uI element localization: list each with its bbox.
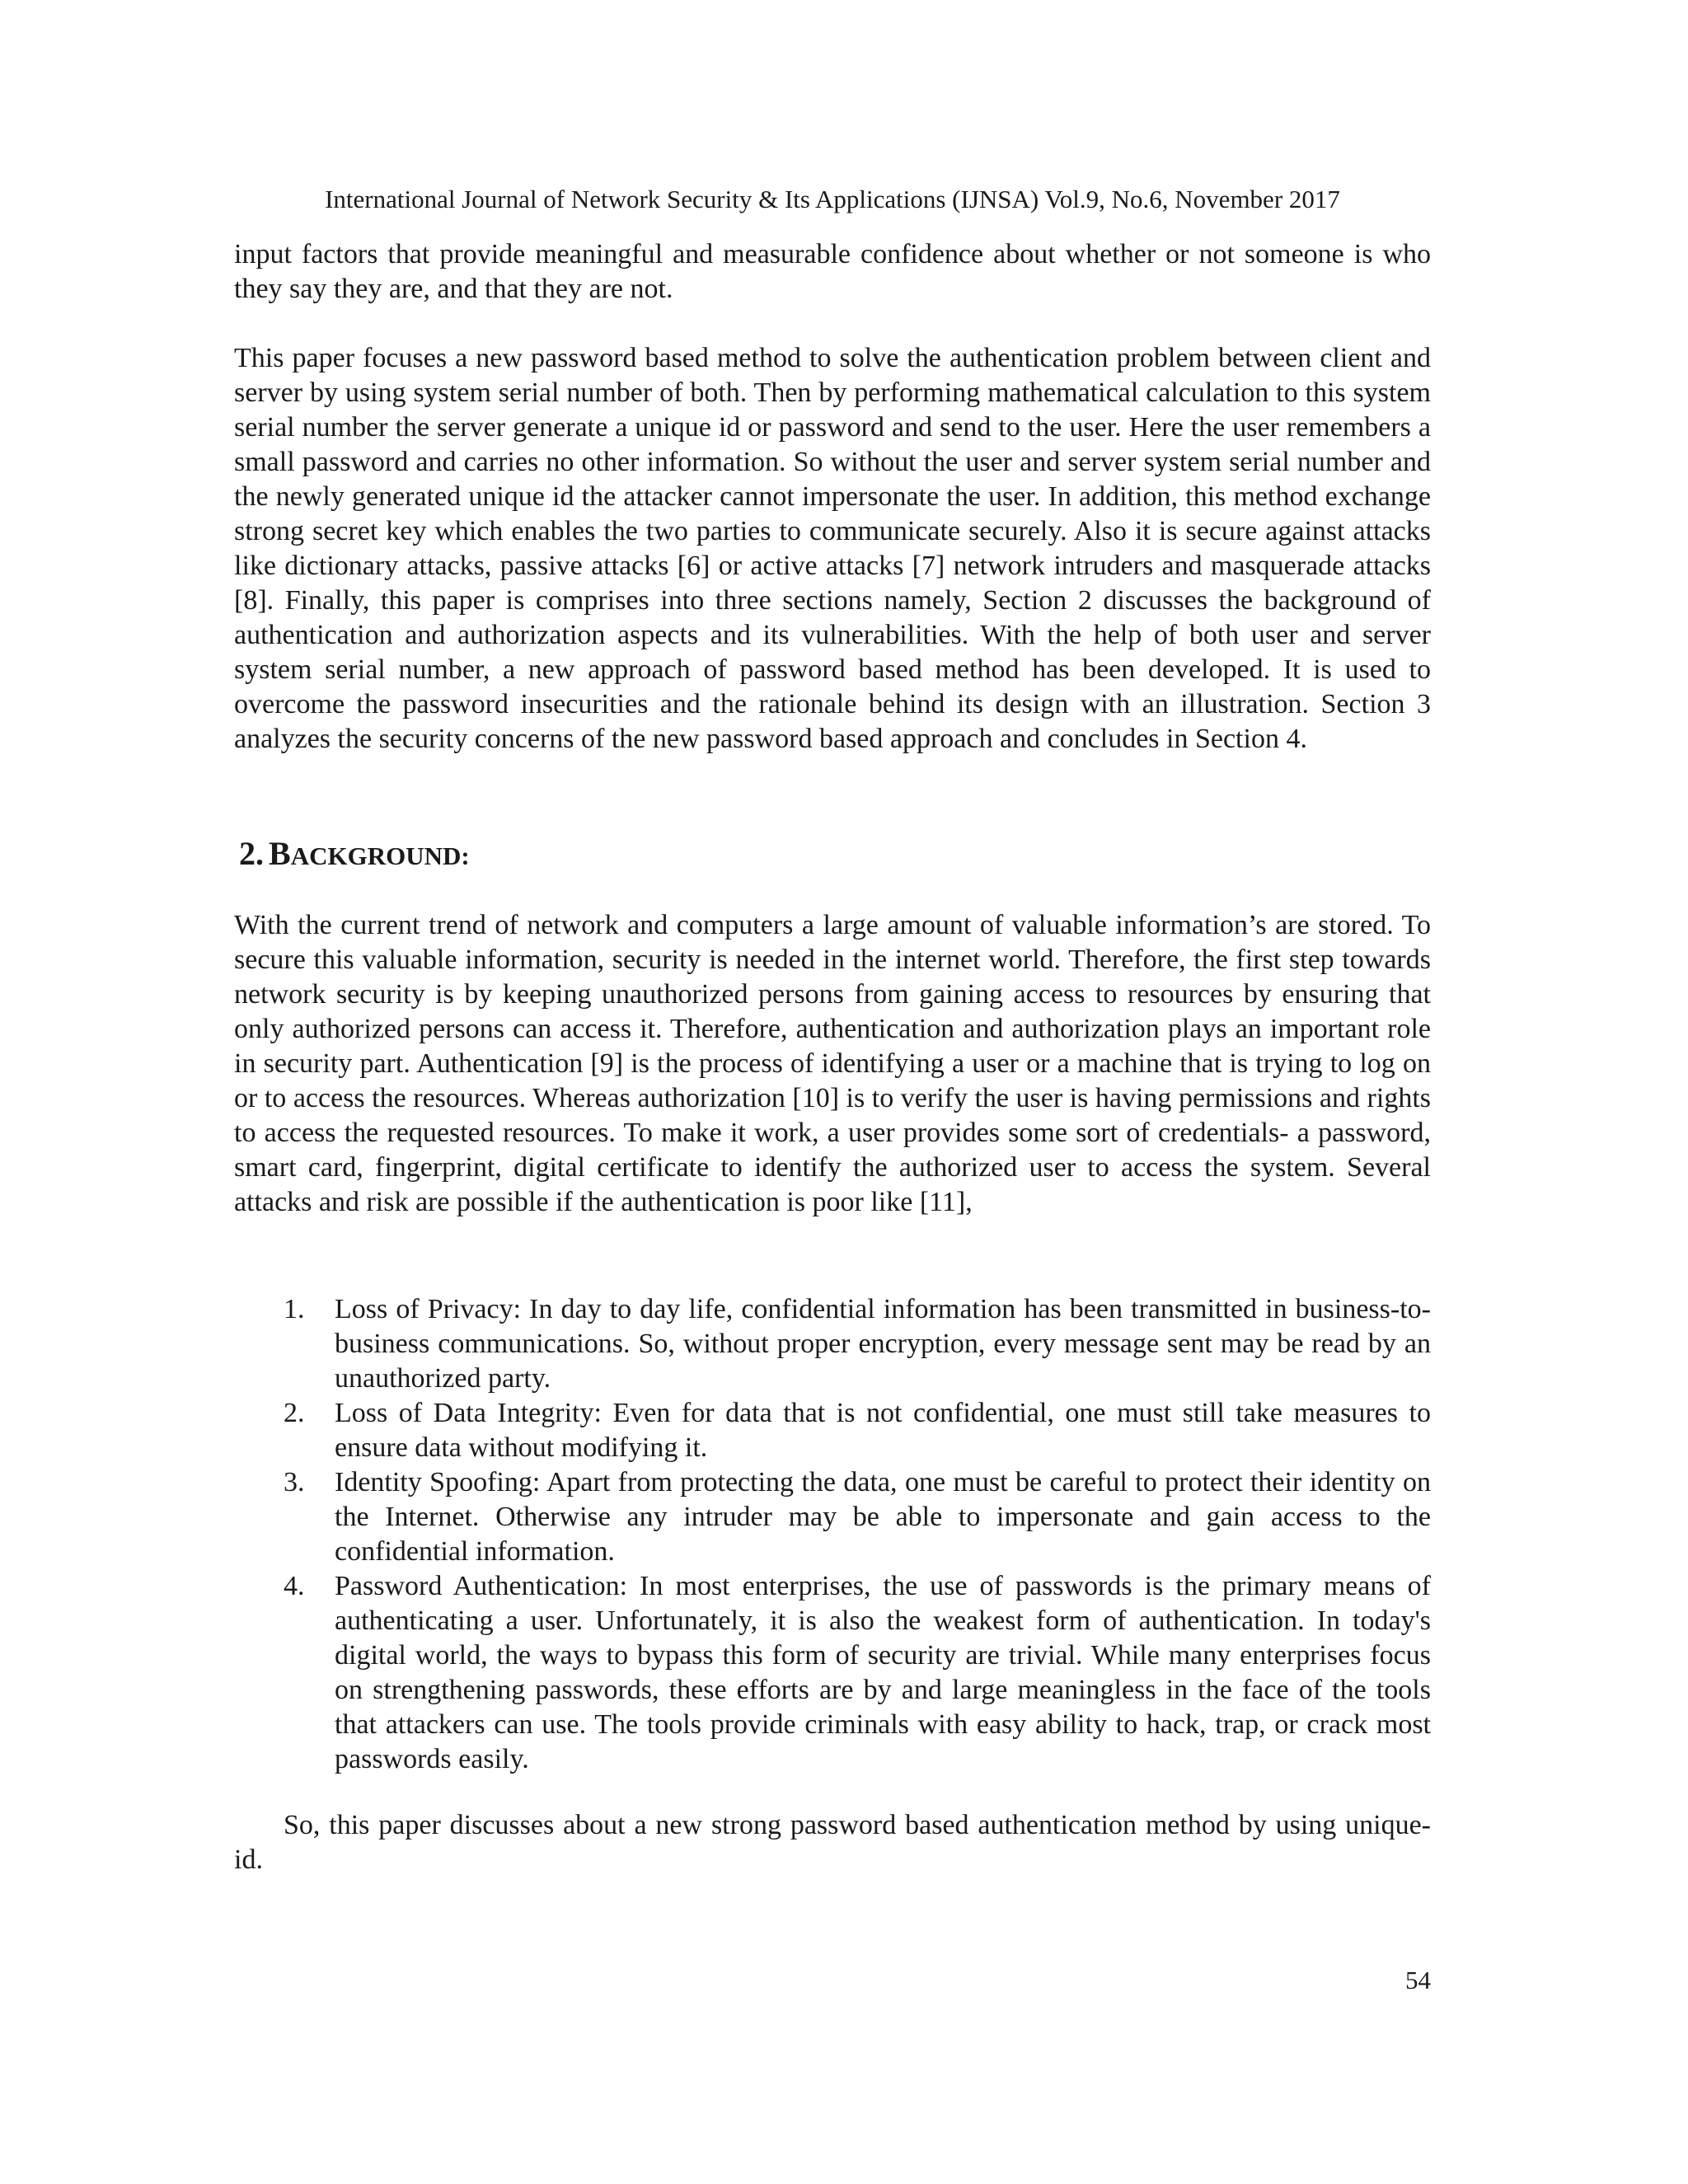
- list-item-number: 4.: [284, 1571, 305, 1601]
- list-item: [234, 1569, 1431, 1777]
- page-number: 54: [1405, 1966, 1431, 1994]
- section-heading-background: [239, 834, 470, 876]
- list-item-text: Password Authentication: In most enterprises, the use of passwords is the primary means of authenticating a user. Unfortunately, it is also the weakest form of authentication. In today's digital world, the ways to bypass this form of security are trivial. While many enterprises focus on strengthening passwords, these efforts are by and large meaningless in the face of the tools that attackers can use. The tools provide criminals with easy ability to hack, trap, or crack most passwords easily.: [335, 1571, 1431, 1774]
- running-header: International Journal of Network Security & Its Applications (IJNSA) Vol.9, No.6, November 2017: [325, 185, 1340, 213]
- list-item-number: 1.: [284, 1294, 305, 1324]
- list-item: [234, 1396, 1431, 1465]
- background-paragraph: With the current trend of network and computers a large amount of valuable information’s are stored. To secure this valuable information, security is needed in the internet world. Therefore, the first step towards network security is by keeping unauthorized persons from gaining access to resources by ensuring that only authorized persons can access it. Therefore, authentication and authorization plays an important role in security part. Authentication [9] is the process of identifying a user or a machine that is trying to log on or to access the resources. Whereas authorization [10] is to verify the user is having permissions and rights to access the requested resources. To make it work, a user provides some sort of credentials- a password, smart card, fingerprint, digital certificate to identify the authorized user to access the system. Several attacks and risk are possible if the authentication is poor like [11],: [234, 910, 1431, 1217]
- list-item-number: 3.: [284, 1467, 305, 1497]
- list-item-number: 2.: [284, 1398, 305, 1428]
- closing-paragraph: So, this paper discusses about a new strong password based authentication method by using unique-id.: [234, 1810, 1431, 1875]
- list-item-text: Loss of Data Integrity: Even for data that is not confidential, one must still take measures to ensure data without modifying it.: [335, 1398, 1431, 1463]
- intro-paragraph: This paper focuses a new password based method to solve the authentication problem between client and server by using system serial number of both. Then by performing mathematical calculation to this system serial number the server generate a unique id or password and send to the user. Here the user remembers a small password and carries no other information. So without the user and server system serial number and the newly generated unique id the attacker cannot impersonate the user. In addition, this method exchange strong secret key which enables the two parties to communicate securely. Also it is secure against attacks like dictionary attacks, passive attacks [6] or active attacks [7] network intruders and masquerade attacks [8]. Finally, this paper is comprises into three sections namely, Section 2 discusses the background of authentication and authorization aspects and its vulnerabilities. With the help of both user and server system serial number, a new approach of password based method has been developed. It is used to overcome the password insecurities and the rationale behind its design with an illustration. Section 3 analyzes the security concerns of the new password based approach and concludes in Section 4.: [234, 343, 1431, 754]
- risk-list: [234, 1292, 1431, 1777]
- section-title-rest: ACKGROUND:: [290, 841, 470, 870]
- list-item-text: Identity Spoofing: Apart from protecting the data, one must be careful to protect their identity on the Internet. Otherwise any intruder may be able to impersonate and gain access to the confidential information.: [335, 1467, 1431, 1567]
- list-item-text: Loss of Privacy: In day to day life, confidential information has been transmitted in business-to-business communications. So, without proper encryption, every message sent may be read by an unauthorized party.: [335, 1294, 1431, 1394]
- list-item: [234, 1292, 1431, 1396]
- list-item: [234, 1465, 1431, 1569]
- section-number: 2.: [239, 835, 264, 872]
- section-title-initial: B: [269, 835, 291, 872]
- intro-continuation-paragraph: input factors that provide meaningful and measurable confidence about whether or not someone is who they say they are, and that they are not.: [234, 239, 1431, 304]
